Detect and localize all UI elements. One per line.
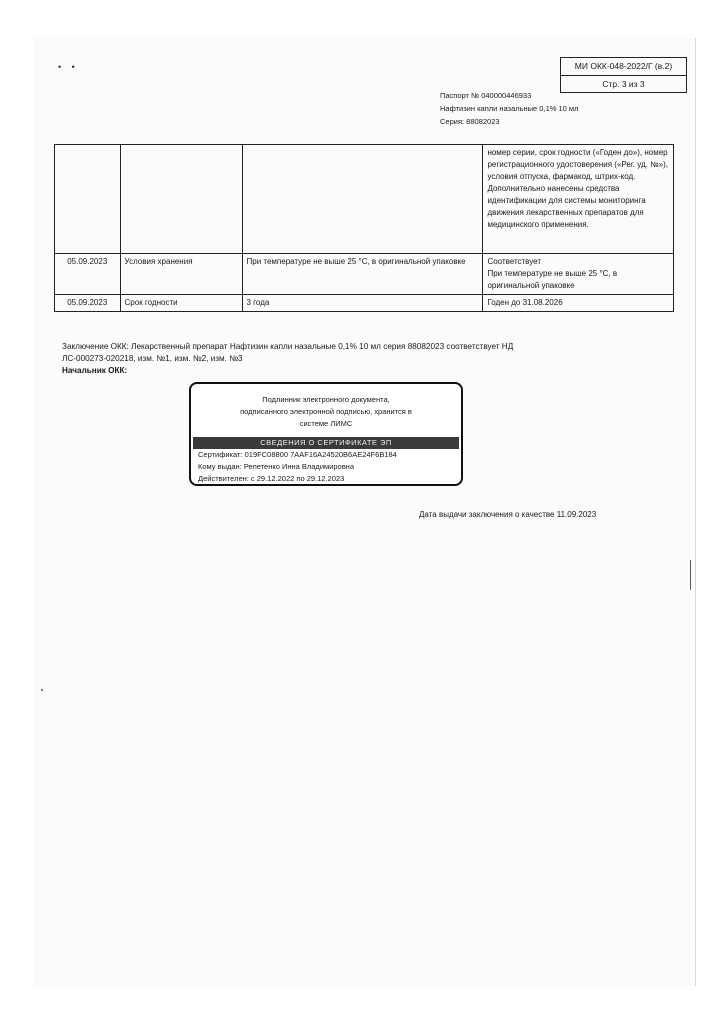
scan-edge-line — [690, 560, 691, 590]
test-results-table — [54, 144, 674, 312]
passport-number: Паспорт № 040000446933 — [440, 91, 532, 100]
cell-requirement: При температуре не выше 25 °С, в оригинальной упаковке — [242, 254, 483, 295]
cell-parameter: Условия хранения — [120, 254, 242, 295]
stamp-line-3: системе ЛИМС — [299, 419, 353, 428]
conclusion-text-line2: ЛС-000273-020218, изм. №1, изм. №2, изм. №3 — [62, 354, 243, 363]
stamp-header — [191, 384, 461, 430]
result-detail: При температуре не выше 25 °С, в оригинальной упаковке — [487, 269, 618, 290]
electronic-signature-stamp — [189, 382, 463, 486]
document-code-box — [560, 57, 687, 93]
scan-dot — [41, 689, 43, 691]
page-number: Стр. 3 из 3 — [602, 79, 645, 89]
table-row — [55, 254, 674, 295]
certificate-validity: Действителен: с 29.12.2022 по 29.12.2023 — [198, 474, 345, 483]
cell-parameter: Срок годности — [120, 295, 242, 312]
table-row — [55, 145, 674, 254]
issue-date: Дата выдачи заключения о качестве 11.09.2023 — [419, 510, 597, 519]
stamp-line-1: Подлинник электронного документа, — [262, 395, 390, 404]
certificate-number: Сертификат: 019FC08800 7AAF16A24520B6AE24F6B184 — [198, 450, 397, 459]
result-status: Соответствует — [487, 257, 542, 266]
scan-specks: • • — [58, 62, 79, 72]
cell-parameter — [120, 145, 242, 254]
cell-date: 05.09.2023 — [55, 295, 121, 312]
cell-result — [483, 254, 674, 295]
conclusion-text-line1: Заключение ОКК: Лекарственный препарат Нафтизин капли назальные 0,1% 10 мл серия 88082023 соответствует НД — [62, 342, 514, 351]
series-number: Серия: 88082023 — [440, 117, 500, 126]
cell-requirement — [242, 145, 483, 254]
cell-result: номер серии, срок годности («Годен до»), номер регистрационного удостоверения («Рег. уд. №»), условия отпуска, фармакод, штрих-код. Дополнительно нанесены средства идентификации для системы мониторинга движения лекарственных препаратов для медицинского применения. — [483, 145, 674, 254]
stamp-line-2: подписанного электронной подписью, хранится в — [240, 407, 412, 416]
passport-block — [440, 89, 578, 128]
certificate-info-bar: СВЕДЕНИЯ О СЕРТИФИКАТЕ ЭП — [193, 437, 459, 449]
conclusion-block — [62, 341, 582, 377]
cell-date — [55, 145, 121, 254]
head-of-qc-label: Начальник ОКК: — [62, 366, 128, 375]
cell-date: 05.09.2023 — [55, 254, 121, 295]
cell-result: Годен до 31.08.2026 — [483, 295, 674, 312]
product-name: Нафтизин капли назальные 0,1% 10 мл — [440, 104, 579, 113]
document-code: МИ ОКК-048-2022/Г (в.2) — [561, 58, 686, 76]
table-row — [55, 295, 674, 312]
certificate-owner: Кому выдан: Репетенко Инна Владимировна — [198, 462, 354, 471]
cell-requirement: 3 года — [242, 295, 483, 312]
